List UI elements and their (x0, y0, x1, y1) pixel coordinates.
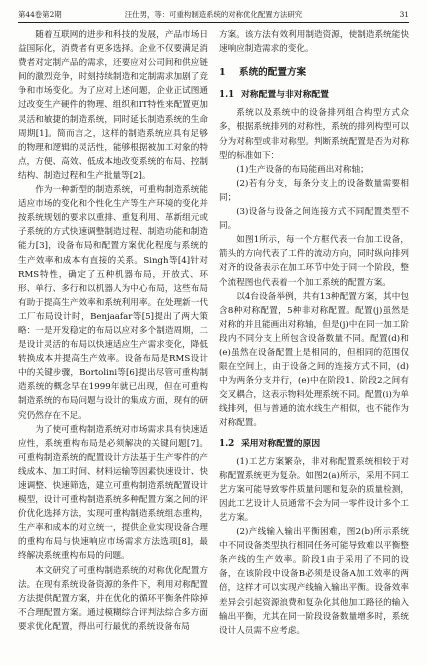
body-paragraph: 本文研究了可重构制造系统的对称优化配置方法。在现有系统设备资源的条件下，利用对称配置方法提供配置方案，并在优化的循环平衡条件除掉不合理配置方案。通过模糊综合评判法综合多方面要求优化配置，得出可行最优的系统设备布局 (18, 565, 208, 632)
running-header (18, 8, 409, 23)
body-paragraph: 系统以及系统中的设备排列组合构型方式众多，根据系统排列的对称性，系统的排列构型可以分为对称型或非对称型。判断系统配置是否为对称型的标准如下： (219, 108, 409, 161)
criteria-item: (3)设备与设备之间连接方式不同配置类型不同。 (219, 207, 409, 232)
body-paragraph: 作为一种新型的制造系统，可重构制造系统能适应市场的变化和个性化生产等生产环境的变化并按系统规划的要求以重排、重复利用、革新组元或子系统的方式快速调整制造过程、制造功能和制造能力[3]，设备布局和配置方案优化程度与系统的生产效率和成本有直接的关系。Singh等[4]针对RMS特性，确定了五种机器布局，开放式、环形、单行、多行和以机器人为中心布局，这些布局有助于提高生产效率和系统利用率。在处理新一代工厂布局设计时，Benjaafar等[5]提出了两大策略：一是开发稳定的布局以应对多个制造周期，二是设计灵活的布局以快速适应生产需求变化，降低转换成本并提高生产效率。设备布局是RMS设计中的关键步骤，Bortolini等[6]提出尽管可重构制造系统的概念早在1999年就已出现，但在可重构制造系统的布局问题与设计的集成方面，现有的研究仍然存在不足。 (18, 185, 208, 421)
section-title: 系统的配置方案 (239, 67, 307, 79)
section-heading (219, 66, 409, 80)
body-paragraph: (2)产线输入输出平衡困难，图2(b)所示系统中不同设备类型执行相同任务可能导致难以平衡整条产线的生产效率。阶段1由于采用了不同的设备，在该阶段中设备B必须是设备A加工效率的两倍，这样才可以实现产线输入输出平衡。设备效率差异会引起资源浪费和复杂化其他加工路径的输入输出平衡，尤其在同一阶段设备数量增多时，系统设计人员需不应考虑。 (219, 527, 409, 636)
subsection-title: 对称配置与非对称配置 (241, 90, 329, 101)
section-number: 1 (219, 67, 226, 79)
body-paragraph: 随着互联网的进步和科技的发展，产品市场日益国际化，消费者有更多选择。企业不仅要满足消费者对定制产品的需求，还要应对公司间和供应链间的激烈竞争，时刻持续制造和定制需求加剧了竞争和市场变化。为了应对上述问题，企业正试图通过改变生产硬件的物理、组织和IT特性来配置更加灵活和敏捷的制造系统，同时延长制造系统的生命周期[1]。简而言之，这样的制造系统应具有足够的物理和逻辑的灵活性，能够根据被加工对象的特点，方便、高效、低成本地改变系统的布局、控制结构、制造过程和生产批量等[2]。 (18, 30, 208, 181)
subsection-heading (219, 437, 409, 451)
body-paragraph: 如图1所示，每一个方框代表一台加工设备，箭头的方向代表了工件的流动方向，同时纵向排列对齐的设备表示在加工环节中处于同一个阶段，整个流程图也代表着一个加工系统的配置方案。 (219, 235, 409, 288)
body-paragraph-continued: 方案。该方法有效利用制造资源，使制造系统能快速响应制造需求的变化。 (219, 30, 409, 55)
criteria-item: (1)生产设备的布局能画出对称轴； (236, 164, 369, 175)
left-column (18, 28, 208, 658)
running-title: 汪仕男，等：可重构制造系统的对称优化配置方法研究 (124, 10, 303, 19)
subsection-title: 采用对称配置的原因 (241, 438, 321, 449)
subsection-heading (219, 88, 409, 102)
right-column (219, 28, 409, 658)
subsection-number: 1.1 (219, 90, 235, 101)
criteria-item: (2)若有分支，每条分支上的设备数量需要相同； (219, 178, 409, 203)
body-paragraph: 以4台设备举例，共有13种配置方案，其中包含8种对称配置，5种非对称配置。配置(j)虽然是对称的并且能画出对称轴，但是(j)中在同一加工阶段内不同分支上所包含设备数量不同。配置(d)和(e)虽然在设备配置上是相同的，但相同的范围仅限在空间上，由于设备之间的连接方式不同，(d)中为两条分支并行，(e)中在阶段1、阶段2之间有交叉耦合，这表示物料处理系统不同。配置(i)为单线排列，但与普通的流水线生产相似，也不能作为对称配置。 (219, 291, 409, 429)
journal-volume-issue: 第44卷第2期 (18, 10, 62, 19)
subsection-number: 1.2 (219, 438, 235, 449)
body-paragraph: 为了使可重构制造系统对市场需求具有快速适应性，系统重构布局是必须解决的关键问题[7]。可重构制造系统的配置设计方法基于生产零件的产线成本、加工时间、材料运输等因素快速设计、快速调整、快速筛选，建立可重构制造系统配置设计模型，设计可重构制造系统多种配置方案之间的评价优化选择方法，实现可重构制造系统组态重构，生产率和成本的对立统一，提供企业实现设备合理的重构布局与快速响应市场需求方法选项[8]，最终解决系统重构布局的问题。 (18, 424, 208, 562)
body-paragraph: (1)工艺方案繁杂，非对称配置系统相较于对称配置系统更为复杂。如图2(a)所示，采用不同工艺方案可能导致零件质量问题和复杂的质量检测，因此工艺设计人员通常不会为同一零件设计多个工艺方案。 (219, 456, 409, 523)
page-number: 31 (399, 10, 409, 19)
